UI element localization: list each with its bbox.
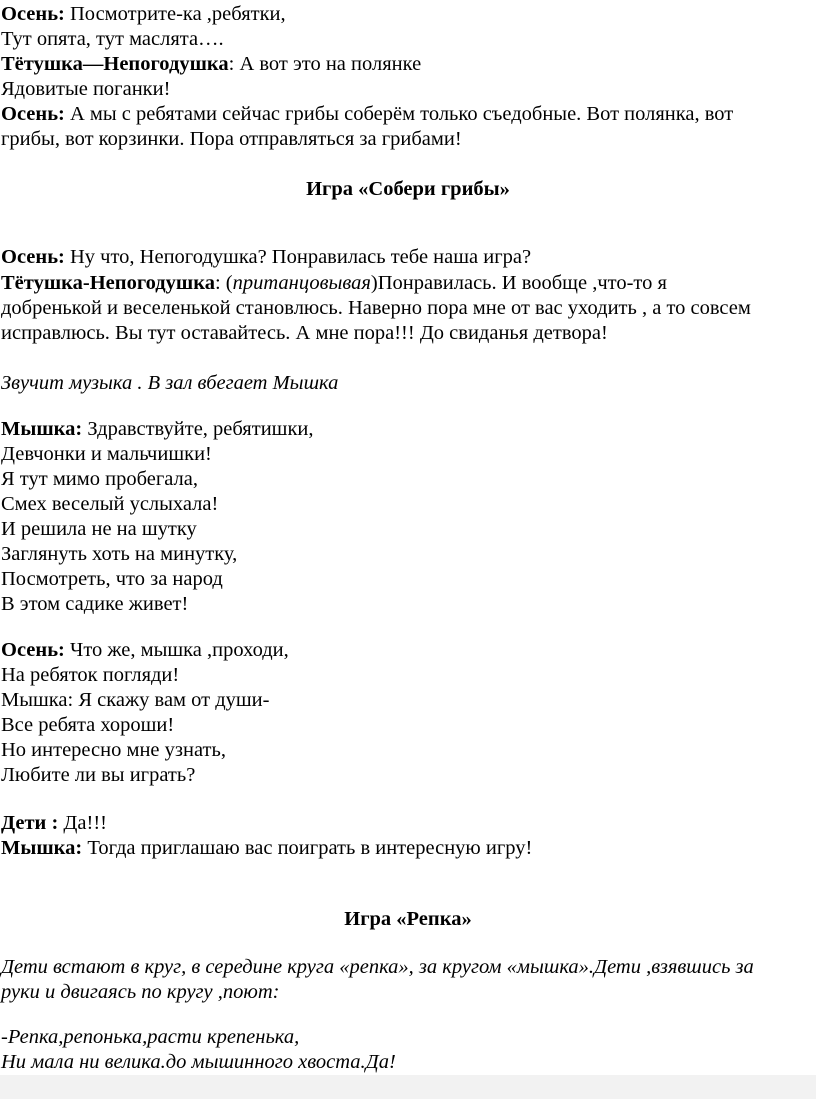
line-27 xyxy=(1,811,107,836)
line-text: Любите ли вы играть? xyxy=(1,764,196,786)
line-text: Мышка: Я скажу вам от души- xyxy=(1,689,270,711)
line-text: )Понравилась. И вообще ,что-то я xyxy=(370,272,667,294)
section-heading: Игра «Репка» xyxy=(344,908,472,930)
line-text: Смех веселый услыхала! xyxy=(1,493,219,515)
line-text: : ( xyxy=(214,272,233,294)
line-23 xyxy=(1,688,269,713)
line-text: Девчонки и мальчишки! xyxy=(1,443,212,465)
line-text: И решила не на шутку xyxy=(1,518,197,540)
speaker-label: Тётушка—Непогодушка xyxy=(1,53,229,75)
line-1 xyxy=(1,2,286,27)
line-text: Ядовитые поганки! xyxy=(1,78,171,100)
line-33: Ни мала ни велика.до мышинного хвоста.Да! xyxy=(1,1051,396,1073)
line-text: добренькой и веселенькой становлюсь. Наверно пора мне от вас уходить , а то совсем xyxy=(1,297,751,319)
line-text: Здравствуйте, ребятишки, xyxy=(82,418,314,440)
line-26 xyxy=(1,763,195,788)
section-heading: Игра «Собери грибы» xyxy=(306,178,510,200)
line-31: руки и двигаясь по кругу ,поют: xyxy=(1,981,280,1003)
line-text: Тут опята, тут маслята…. xyxy=(1,28,224,50)
line-18 xyxy=(1,542,237,567)
line-19 xyxy=(1,567,223,592)
line-text: А мы с ребятами сейчас грибы соберём только съедобные. Вот полянка, вот xyxy=(64,103,734,125)
line-text: Я тут мимо пробегала, xyxy=(1,468,198,490)
speaker-label: Осень: xyxy=(1,639,65,661)
speaker-label: Осень: xyxy=(1,246,65,268)
line-2 xyxy=(1,27,224,52)
line-25 xyxy=(1,738,226,763)
line-20 xyxy=(1,592,188,617)
line-13 xyxy=(1,417,314,442)
line-14 xyxy=(1,442,212,467)
line-5 xyxy=(1,102,733,127)
line-24 xyxy=(1,713,174,738)
line-9 xyxy=(1,271,667,296)
speaker-label: Осень: xyxy=(1,3,65,25)
speaker-label: Мышка: xyxy=(1,418,83,440)
line-text: Заглянуть хоть на минутку, xyxy=(1,543,238,565)
line-text: грибы, вот корзинки. Пора отправляться за грибами! xyxy=(1,128,462,150)
stage-direction-line: Звучит музыка . В зал вбегает Мышка xyxy=(1,372,339,394)
page-bottom-margin xyxy=(0,1075,816,1099)
line-text: На ребяток погляди! xyxy=(1,664,180,686)
speaker-label: Осень: xyxy=(1,103,65,125)
line-3 xyxy=(1,52,421,77)
line-11 xyxy=(1,321,608,346)
line-21 xyxy=(1,638,289,663)
line-text: Посмотреть, что за народ xyxy=(1,568,223,590)
line-6 xyxy=(1,127,462,152)
line-text: исправлюсь. Вы тут оставайтесь. А мне пора!!! До свиданья детвора! xyxy=(1,322,608,344)
line-text: Тогда приглашаю вас поиграть в интересную игру! xyxy=(82,837,533,859)
line-16 xyxy=(1,492,218,517)
line-text: Что же, мышка ,проходи, xyxy=(64,639,289,661)
line-8 xyxy=(1,245,531,270)
line-10 xyxy=(1,296,751,321)
line-text: Ну что, Непогодушка? Понравилась тебе наша игра? xyxy=(64,246,532,268)
line-text: В этом садике живет! xyxy=(1,593,189,615)
line-32: -Репка,репонька,расти крепенька, xyxy=(1,1026,300,1048)
line-text: Все ребята хороши! xyxy=(1,714,175,736)
speaker-label: Мышка: xyxy=(1,837,83,859)
speaker-label: Дети : xyxy=(1,812,59,834)
stage-direction: пританцовывая xyxy=(232,272,371,294)
line-text: Да!!! xyxy=(58,812,107,834)
line-4 xyxy=(1,77,170,102)
line-text: Но интересно мне узнать, xyxy=(1,739,226,761)
line-22 xyxy=(1,663,179,688)
line-15 xyxy=(1,467,198,492)
line-30: Дети встают в круг, в середине круга «репка», за кругом «мышка».Дети ,взявшись за xyxy=(1,956,754,978)
line-text: : А вот это на полянке xyxy=(228,53,422,75)
line-17 xyxy=(1,517,197,542)
line-text: Посмотрите-ка ,ребятки, xyxy=(64,3,286,25)
line-28 xyxy=(1,836,532,861)
speaker-label: Тётушка-Непогодушка xyxy=(1,272,215,294)
